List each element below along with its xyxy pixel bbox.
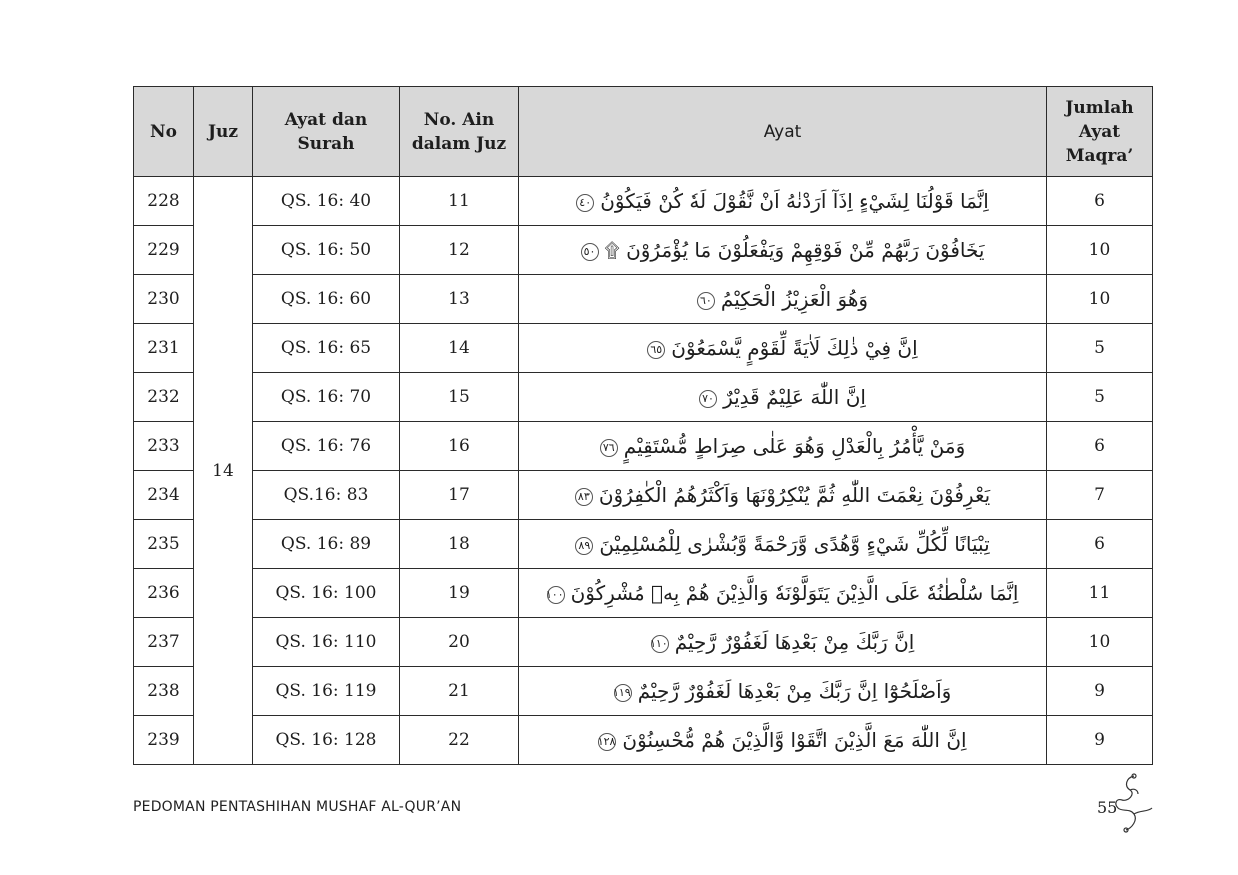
floral-ornament-icon [1108, 772, 1154, 834]
ayat-count: 10 [1047, 275, 1153, 324]
table-row [134, 324, 1153, 373]
ayah-end-marker-icon: ١١٩ [614, 684, 632, 702]
ayah-end-marker-icon: ١٠٠ [547, 586, 565, 604]
ayat-arabic-text: وَهُوَ الْعَزِيْزُ الْحَكِيْمُ [720, 287, 869, 311]
ayat-arabic-text: اِنَّ اللّٰهَ عَلِيْمٌ قَدِيْرٌ [723, 385, 866, 409]
ayah-end-marker-icon: ٤٠ [576, 194, 594, 212]
ayat-count: 6 [1047, 177, 1153, 226]
juz-cell: 14 [194, 177, 253, 765]
ayat-text [519, 569, 1047, 618]
ayat-text [519, 667, 1047, 716]
surah-reference: QS.16: 83 [253, 471, 400, 520]
ayat-count: 9 [1047, 716, 1153, 765]
row-no: 233 [134, 422, 194, 471]
ayat-text [519, 618, 1047, 667]
ayat-text [519, 520, 1047, 569]
surah-reference: QS. 16: 119 [253, 667, 400, 716]
surah-reference: QS. 16: 100 [253, 569, 400, 618]
ayah-end-marker-icon: ٦٠ [697, 292, 715, 310]
ayat-text [519, 226, 1047, 275]
ayat-text [519, 373, 1047, 422]
ayat-count: 5 [1047, 324, 1153, 373]
header-ayat: Ayat [519, 87, 1047, 177]
row-no: 239 [134, 716, 194, 765]
surah-reference: QS. 16: 76 [253, 422, 400, 471]
surah-reference: QS. 16: 60 [253, 275, 400, 324]
row-no: 236 [134, 569, 194, 618]
ayat-arabic-text: تِبْيَانًا لِّكُلِّ شَيْءٍ وَّهُدًى وَّرَحْمَةً وَّبُشْرٰى لِلْمُسْلِمِيْنَ [599, 532, 990, 556]
ayat-text [519, 471, 1047, 520]
row-no: 232 [134, 373, 194, 422]
ayat-arabic-text: يَخَافُوْنَ رَبَّهُمْ مِّنْ فَوْقِهِمْ وَيَفْعَلُوْنَ مَا يُؤْمَرُوْنَ ۩ [604, 238, 985, 262]
table-row [134, 471, 1153, 520]
ain-number: 11 [400, 177, 519, 226]
ain-number: 14 [400, 324, 519, 373]
ain-number: 13 [400, 275, 519, 324]
row-no: 228 [134, 177, 194, 226]
row-no: 234 [134, 471, 194, 520]
header-jumlah [1047, 87, 1153, 177]
ayat-text [519, 177, 1047, 226]
ayat-count: 6 [1047, 422, 1153, 471]
table-row [134, 373, 1153, 422]
ayat-count: 10 [1047, 226, 1153, 275]
header-no-ain-line2: dalam Juz [411, 133, 507, 154]
table-header [134, 87, 1153, 177]
ayat-arabic-text: اِنَّمَا قَوْلُنَا لِشَيْءٍ اِذَآ اَرَدْنٰهُ اَنْ نَّقُوْلَ لَهٗ كُنْ فَيَكُوْنُ [600, 189, 989, 213]
footer-title: PEDOMAN PENTASHIHAN MUSHAF AL-QUR’AN [133, 799, 462, 815]
ayat-arabic-text: يَعْرِفُوْنَ نِعْمَتَ اللّٰهِ ثُمَّ يُنْكِرُوْنَهَا وَاَكْثَرُهُمُ الْكٰفِرُوْنَ [598, 483, 991, 507]
header-no-ain [400, 87, 519, 177]
header-juz: Juz [194, 87, 253, 177]
surah-reference: QS. 16: 40 [253, 177, 400, 226]
table-row [134, 275, 1153, 324]
row-no: 235 [134, 520, 194, 569]
ayat-arabic-text: اِنَّ اللّٰهَ مَعَ الَّذِيْنَ اتَّقَوْا وَّالَّذِيْنَ هُمْ مُّحْسِنُوْنَ [622, 728, 967, 752]
ayah-end-marker-icon: ٥٠ [581, 243, 599, 261]
page-number: 55 [1097, 798, 1118, 817]
surah-reference: QS. 16: 65 [253, 324, 400, 373]
surah-reference: QS. 16: 89 [253, 520, 400, 569]
ain-number: 16 [400, 422, 519, 471]
surah-reference: QS. 16: 128 [253, 716, 400, 765]
ayah-end-marker-icon: ٨٩ [575, 537, 593, 555]
header-no-ain-line1: No. Ain [423, 109, 495, 130]
ayat-arabic-text: اِنَّمَا سُلْطٰنُهٗ عَلَى الَّذِيْنَ يَتَوَلَّوْنَهٗ وَالَّذِيْنَ هُمْ بِهٖ مُشْرِكُوْنَ [570, 581, 1019, 605]
ayat-count: 10 [1047, 618, 1153, 667]
table-row [134, 226, 1153, 275]
ayat-count: 9 [1047, 667, 1153, 716]
header-no: No [134, 87, 194, 177]
table-row [134, 569, 1153, 618]
ain-number: 17 [400, 471, 519, 520]
surah-reference: QS. 16: 50 [253, 226, 400, 275]
ayah-end-marker-icon: ٨٣ [575, 488, 593, 506]
ain-number: 22 [400, 716, 519, 765]
header-jumlah-line2: Ayat [1078, 121, 1121, 142]
table-row [134, 422, 1153, 471]
ayat-text [519, 716, 1047, 765]
ayat-text [519, 324, 1047, 373]
table-row [134, 520, 1153, 569]
ayat-text [519, 422, 1047, 471]
header-ayat-surah: Ayat dan Surah [253, 87, 400, 177]
ain-number: 15 [400, 373, 519, 422]
ayat-count: 11 [1047, 569, 1153, 618]
maqra-table [133, 86, 1153, 765]
table-body [134, 177, 1153, 765]
ayah-end-marker-icon: ٧٠ [699, 390, 717, 408]
ayat-arabic-text: وَمَنْ يَّأْمُرُ بِالْعَدْلِ وَهُوَ عَلٰى صِرَاطٍ مُّسْتَقِيْمٍ [623, 434, 966, 458]
ain-number: 19 [400, 569, 519, 618]
table-row [134, 667, 1153, 716]
row-no: 231 [134, 324, 194, 373]
ayah-end-marker-icon: ٧٦ [600, 439, 618, 457]
table-row [134, 716, 1153, 765]
ain-number: 18 [400, 520, 519, 569]
row-no: 237 [134, 618, 194, 667]
ayah-end-marker-icon: ٦٥ [647, 341, 665, 359]
ayat-text [519, 275, 1047, 324]
ayah-end-marker-icon: ١٢٨ [598, 733, 616, 751]
row-no: 238 [134, 667, 194, 716]
ain-number: 21 [400, 667, 519, 716]
header-jumlah-line3: Maqra’ [1065, 145, 1134, 166]
ayat-count: 5 [1047, 373, 1153, 422]
table-row [134, 618, 1153, 667]
row-no: 230 [134, 275, 194, 324]
ayah-end-marker-icon: ١١٠ [651, 635, 669, 653]
header-jumlah-line1: Jumlah [1065, 97, 1134, 118]
ayat-arabic-text: اِنَّ فِيْ ذٰلِكَ لَاٰيَةً لِّقَوْمٍ يَّسْمَعُوْنَ [671, 336, 918, 360]
ayat-count: 7 [1047, 471, 1153, 520]
ain-number: 12 [400, 226, 519, 275]
ain-number: 20 [400, 618, 519, 667]
row-no: 229 [134, 226, 194, 275]
ayat-count: 6 [1047, 520, 1153, 569]
surah-reference: QS. 16: 70 [253, 373, 400, 422]
ayat-arabic-text: وَاَصْلَحُوْٓا اِنَّ رَبَّكَ مِنْ بَعْدِهَا لَغَفُوْرٌ رَّحِيْمٌ [637, 679, 952, 703]
table-row [134, 177, 1153, 226]
ayat-arabic-text: اِنَّ رَبَّكَ مِنْ بَعْدِهَا لَغَفُوْرٌ رَّحِيْمٌ [674, 630, 915, 654]
surah-reference: QS. 16: 110 [253, 618, 400, 667]
